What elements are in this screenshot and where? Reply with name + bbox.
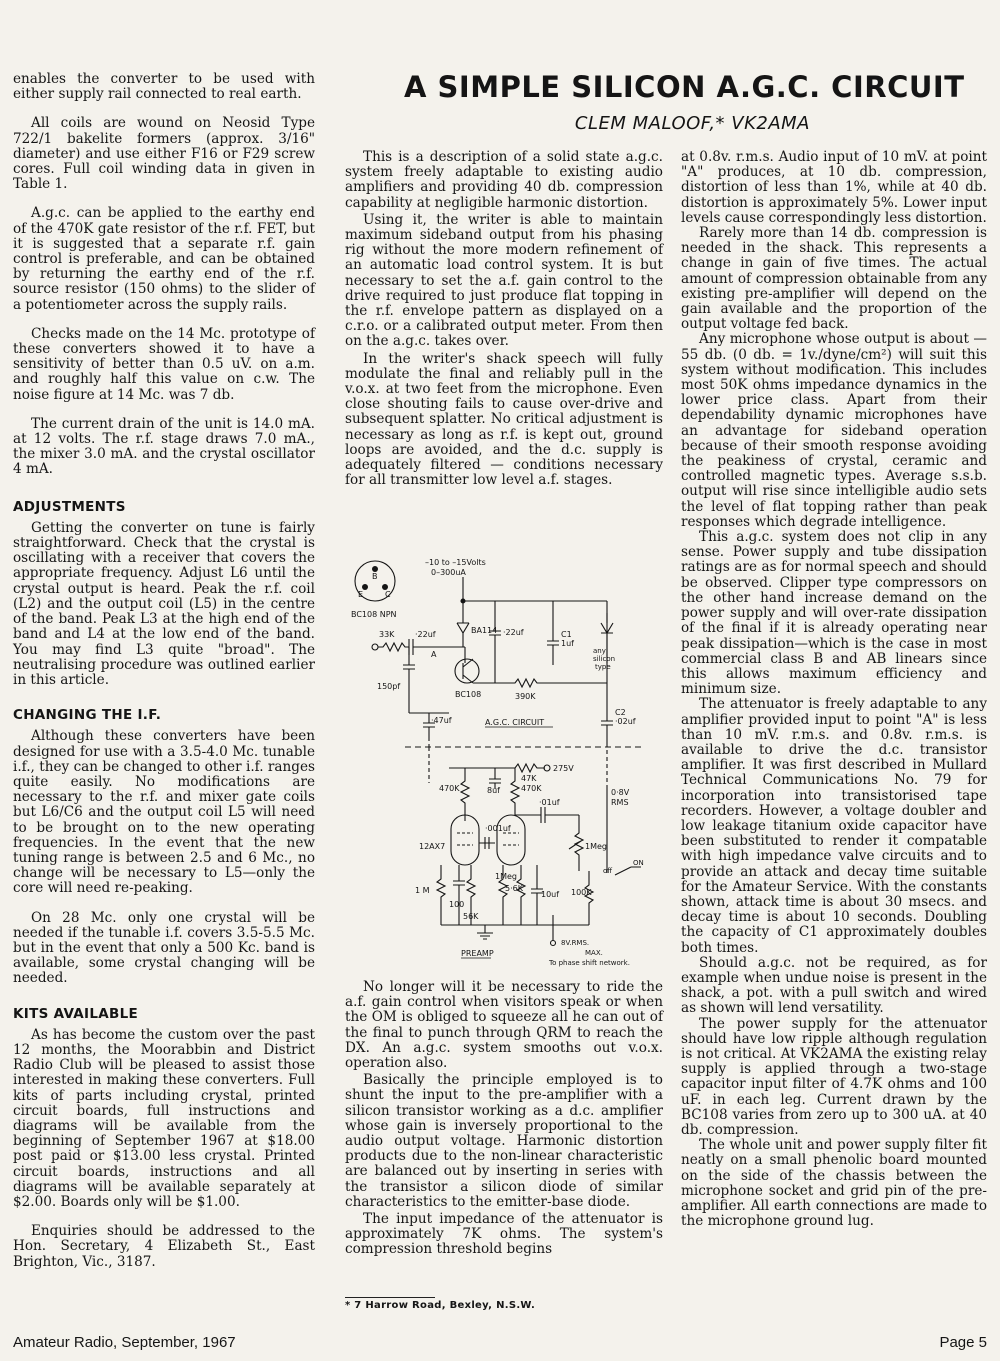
supply-current: 0–300uA bbox=[431, 568, 466, 577]
label-silicon: silicon bbox=[593, 655, 616, 663]
paragraph: Using it, the writer is able to maintain maximum sideband output from his phasing rig without the more modern refinement of an automatic load control system. It is but necessary to set the a.f. gain control to the drive required to just produce flat topping in the r.f. envelope pattern as displayed on a c.r.o. or a calibrated output meter. From then on the a.g.c. takes over. bbox=[345, 211, 663, 350]
paragraph: Any microphone whose output is about —55 db. (0 db. = 1v./dyne/cm²) will suit this system without modification. This includes most 50K ohms impedance dynamics in the lower price class. Apart from their dependability dynamic microphones have an advantage for sideband operation because of their smooth response avoiding the peakiness of crystal, ceramic and controlled magnetic types. Average s.s.b. output will rise since intelligible audio sets the level of flat topping rather than peak responses which degrade intelligence. bbox=[681, 331, 987, 530]
paragraph: The whole unit and power supply filter fit neatly on a small phenolic board mounted on the side of the chassis between the microphone socket and grid pin of the pre-amplifier. All earth connections are made to the microphone ground lug. bbox=[681, 1137, 987, 1230]
paragraph: Rarely more than 14 db. compression is needed in the shack. This represents a change in gain of five times. The actual amount of compression obtainable from any existing pre-amplifier will depend on the gain available and the proportion of the output voltage fed back. bbox=[681, 225, 987, 333]
label-1meg: 1Meg bbox=[495, 872, 517, 881]
label-c1-val: 1uf bbox=[561, 639, 574, 648]
label-150pf: 150pf bbox=[377, 682, 401, 691]
label-point-a: A bbox=[431, 650, 437, 659]
author-footnote: * 7 Harrow Road, Bexley, N.S.W. bbox=[345, 1300, 536, 1311]
label-bc108: BC108 bbox=[455, 690, 482, 699]
pin-label-c: C bbox=[385, 590, 391, 599]
section-heading-kits: KITS AVAILABLE bbox=[13, 1005, 139, 1022]
paragraph: No longer will it be necessary to ride the a.f. gain control when visitors speak or when the OM is obliged to squeeze all he can out of the final to punch through QRM to reach the DX. An a.g.c. system smooths out v.o.x. operation also. bbox=[345, 979, 663, 1072]
paragraph: The input impedance of the attenuator is approximately 7K ohms. The system's compression threshold begins bbox=[345, 1211, 663, 1258]
middle-column-bottom bbox=[345, 980, 663, 1258]
input-terminal bbox=[372, 644, 378, 650]
res-470k-right bbox=[511, 768, 519, 815]
label-c1: C1 bbox=[561, 630, 572, 639]
cap-001uf bbox=[479, 837, 495, 849]
tube-envelope-left bbox=[451, 815, 479, 865]
label-max: MAX. bbox=[585, 949, 603, 957]
label-rms: RMS bbox=[611, 798, 629, 807]
label-type: type bbox=[595, 663, 611, 671]
middle-column-top bbox=[345, 150, 663, 488]
right-column bbox=[681, 150, 987, 1229]
paragraph: Checks made on the 14 Mc. prototype of these converters showed it to have a sensitivity of better than 0.5 uV. on a.m. and roughly half this value on c.w. The noise figure at 14 Mc. was 7 db. bbox=[13, 325, 315, 403]
label-56k-b: 5·6K bbox=[505, 884, 523, 893]
paragraph: The current drain of the unit is 14.0 mA. at 12 volts. The r.f. stage draws 7.0 mA., the mixer 3.0 mA. and the crystal oscillator 4 mA. bbox=[13, 415, 315, 478]
paragraph: This a.g.c. system does not clip in any sense. Power supply and tube dissipation ratings are as for normal speech and should be observed. Clipper type compressors on the other hand increase demand on the power supply and will over-rate dissipation of the final if it is already operating near peak dissipation—which is the case in most commercial class B and AB linears since this allows maximum efficiency and minimum size. bbox=[681, 529, 987, 698]
cap-22uf bbox=[489, 601, 501, 683]
pin-label-e: E bbox=[358, 590, 364, 599]
paragraph: The power supply for the attenuator should have low ripple although regulation is not critical. At VK2AMA the existing relay supply is applied through a two-stage capacitor input filter of 4.7K ohms and 100 uF. in each leg. Current drawn by the BC108 varies from zero up to 300 uA. at 40 db. compression. bbox=[681, 1015, 987, 1138]
label-470k-right: 470K bbox=[521, 784, 542, 793]
diode-ba114 bbox=[457, 601, 469, 647]
paragraph: Basically the principle employed is to shunt the input to the pre-amplifier with a silicon transistor working as a d.c. amplifier whose gain is inversely proportional to the audio output voltage. Harmonic distortion products due to the non-linear characteristic are balanced out by inserting in series with the transistor a silicon diode of similar characteristics to the emitter-base diode. bbox=[345, 1072, 663, 1210]
paragraph: As has become the custom over the past 12 months, the Moorabbin and District Radio Club will be pleased to assist those interested in making these converters. Full kits of parts including crystal, printed circuit boards, full instructions and diagrams will be available from the beginning of September 1967 at $18.00 post paid or $13.00 less crystal. Printed circuit boards, instructions and all diagrams will be available separately at $2.00. Boards only will be $1.00. bbox=[13, 1026, 315, 1210]
label-preamp: PREAMP bbox=[461, 949, 494, 958]
left-column bbox=[13, 72, 315, 1270]
paragraph: The attenuator is freely adaptable to any amplifier provided input to point "A" is less than 10 mV. r.m.s. and 0.8v. r.m.s. is available to drive the d.c. transistor amplifier. It was first described in Mullard Technical Communications No. 79 for incorporation into transistorised tape recorders. However, a voltage doubler and low leakage titanium oxide capacitor have been substituted to render it compatable with high impedance valve circuits and to provide an attack and decay time suitable for the Amateur Service. With the constants shown, attack time is about 30 msecs. and decay time is about 10 seconds. Doubling the capacity of C1 approximately doubles both times. bbox=[681, 696, 987, 956]
label-22uf: ·22uf bbox=[503, 628, 524, 637]
paragraph: On 28 Mc. only one crystal will be needed if the tunable i.f. covers 3.5-5.5 Mc. but in the event that only a 500 Kc. band is available, some crystal changing will be needed. bbox=[13, 909, 315, 987]
label-12ax7: 12AX7 bbox=[419, 842, 446, 851]
paragraph: Should a.g.c. not be required, as for example when undue noise is present in the shack, a pot. with a pull switch and wired as shown will lend versatility. bbox=[681, 954, 987, 1017]
label-470k-left: 470K bbox=[439, 784, 460, 793]
pot-1meg bbox=[569, 815, 583, 871]
paragraph: enables the converter to be used with either supply rail connected to real earth. bbox=[13, 71, 315, 103]
label-phase-network: To phase shift network. bbox=[549, 959, 630, 967]
label-switch-on: ON bbox=[633, 859, 644, 867]
paragraph: In the writer's shack speech will fully modulate the final and reliably pull in the v.o.x. at two feet from the microphone. Even close shouting fails to cause over-drive and subsequent splatter. No critical adjustment is necessary as long as r.f. is kept out, ground loops are avoided, and the d.c. supply is adequately filtered — conditions necessary for all transmitter low level a.f. stages. bbox=[345, 350, 663, 489]
cap-01uf bbox=[515, 807, 579, 823]
article-title: A SIMPLE SILICON A.G.C. CIRCUIT bbox=[404, 70, 965, 104]
pin-label-b: B bbox=[372, 572, 378, 581]
label-01uf: ·01uf bbox=[539, 798, 560, 807]
label-8v-rms: 8V.RMS. bbox=[561, 939, 590, 947]
footnote-rule bbox=[345, 1297, 435, 1298]
label-100: 100 bbox=[449, 900, 465, 909]
label-1m: 1 M bbox=[415, 886, 430, 895]
label-c2: C2 bbox=[615, 708, 626, 717]
pinout-caption: BC108 NPN bbox=[351, 610, 397, 619]
label-47k: 47K bbox=[521, 774, 537, 783]
tube-envelope-right bbox=[497, 815, 525, 865]
label-c2-val: ·02uf bbox=[615, 717, 636, 726]
section-heading-adjustments: ADJUSTMENTS bbox=[13, 498, 126, 515]
label-22uf-in: ·22uf bbox=[415, 630, 436, 639]
label-08v: 0·8V bbox=[611, 788, 630, 797]
res-56k bbox=[517, 865, 525, 925]
label-1meg-pot: 1Meg bbox=[585, 842, 607, 851]
label-47uf: ·47uf bbox=[431, 716, 452, 725]
paragraph: Getting the converter on tune is fairly straightforward. Check that the crystal is oscillating with a receiver that covers the appropriate frequency. Adjust L6 until the crystal output is heard. Peak the r.f. coil (L2) and the output coil (L5) in the centre of the band. Peak L3 at the high end of the band and L4 at the low end of the band. You may find L3 quite "broad". The neutralising procedure was outlined earlier in this article. bbox=[13, 519, 315, 688]
label-275v: 275V bbox=[553, 764, 574, 773]
page-number: Page 5 bbox=[939, 1334, 987, 1351]
paragraph: This is a description of a solid state a.g.c. system freely adaptable to existing audio amplifiers and providing 40 db. compression capability at negligible harmonic distortion. bbox=[345, 149, 663, 211]
input-network bbox=[378, 639, 465, 655]
res-1m bbox=[437, 865, 445, 925]
label-100k: 100K bbox=[571, 888, 592, 897]
page-footer-publication: Amateur Radio, September, 1967 bbox=[13, 1334, 236, 1351]
section-heading-changing-if: CHANGING THE I.F. bbox=[13, 707, 162, 724]
label-any: any bbox=[593, 647, 606, 655]
pull-switch bbox=[615, 867, 641, 875]
label-10uf: 10uf bbox=[541, 890, 560, 899]
label-33k: 33K bbox=[379, 630, 395, 639]
cap-c2 bbox=[601, 713, 613, 743]
label-ba114: BA114 bbox=[471, 626, 498, 635]
paragraph: Although these converters have been designed for use with a 3.5-4.0 Mc. tunable i.f., they can be changed to other i.f. ranges quite easily. No modifications are necessary to the r.f. and mixer gate coils but L6/C6 and the output coil L5 will need to be brought on to the new operating frequencies. In the event that the new tuning range is between 2.5 and 6 Mc., no change will be necessary to L5—only the core will need re-peaking. bbox=[13, 728, 315, 897]
article-author: CLEM MALOOF,* VK2AMA bbox=[574, 113, 810, 134]
cap-c1 bbox=[547, 641, 559, 665]
label-8uf: 8uf bbox=[487, 786, 500, 795]
label-390k: 390K bbox=[515, 692, 536, 701]
paragraph: Enquiries should be addressed to the Hon. Secretary, 4 Elizabeth St., East Brighton, Vic., 3187. bbox=[13, 1223, 315, 1270]
label-56k-a: 56K bbox=[463, 912, 479, 921]
paragraph: All coils are wound on Neosid Type 722/1 bakelite formers (approx. 3/16" diameter) and use either F16 or F29 screw cores. Full coil winding data in given in Table 1. bbox=[13, 115, 315, 193]
transistor-leads bbox=[463, 647, 473, 683]
agc-circuit-schematic bbox=[345, 553, 663, 973]
res-470k-left bbox=[461, 768, 469, 821]
transistor-bc108 bbox=[455, 659, 479, 683]
c150-branch bbox=[403, 647, 415, 713]
feedback-390k bbox=[473, 665, 607, 713]
label-switch-off: off bbox=[603, 867, 613, 875]
paragraph: at 0.8v. r.m.s. Audio input of 10 mV. at point "A" produces, at 10 db. compression, distortion of less than 1%, while at 40 db. distortion is approximately 5%. Lower input levels cause correspondingly less distortion. bbox=[681, 149, 987, 226]
supply-rail bbox=[463, 577, 607, 663]
hv-line bbox=[449, 764, 545, 772]
paragraph: A.g.c. can be applied to the earthy end of the 470K gate resistor of the r.f. FET, but it is suggested that a separate r.f. gain control is preferable, and can be obtained by returning the earthy end of the r.f. source resistor (150 ohms) to the slider of a potentiometer across the supply rails. bbox=[13, 205, 315, 313]
label-001uf: ·001uf bbox=[485, 824, 511, 833]
supply-voltage: –10 to –15Volts bbox=[425, 558, 486, 567]
output-terminal bbox=[551, 941, 556, 946]
label-agc-circuit: A.G.C. CIRCUIT bbox=[485, 718, 545, 727]
